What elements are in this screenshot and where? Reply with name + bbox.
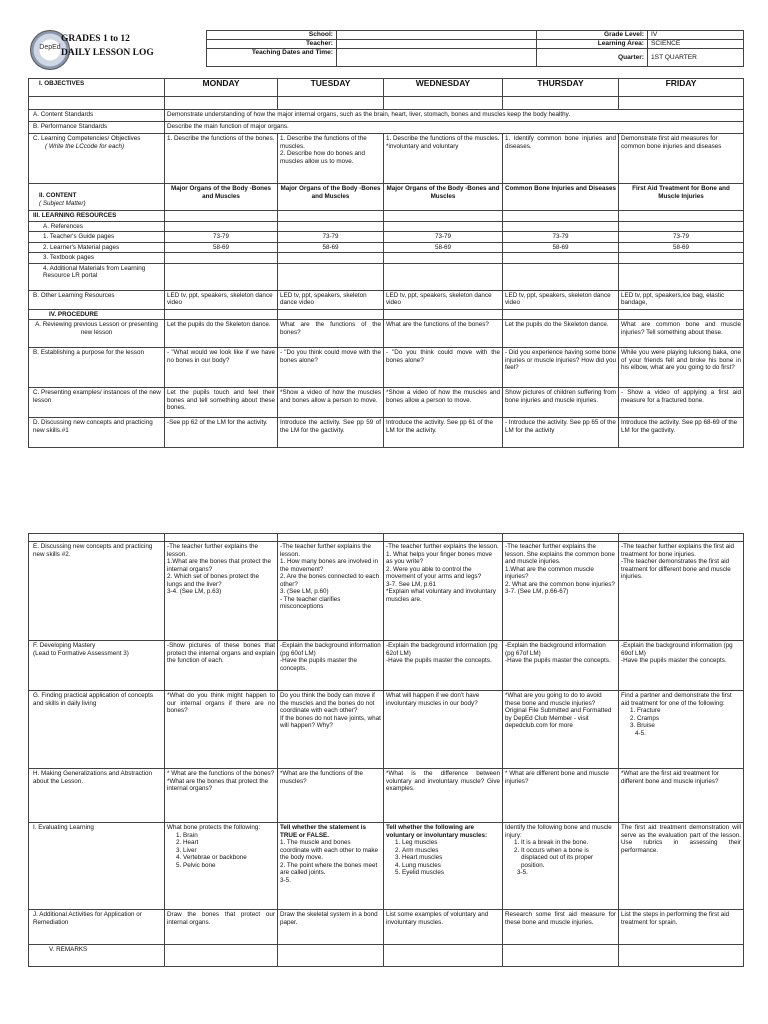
lesson-log-table-2 xyxy=(28,533,744,967)
mastery-wednesday: -Explain the background information (pg 62of LM) -Have the pupils master the concepts. xyxy=(384,641,503,691)
document-title xyxy=(61,32,154,60)
evaluating-thursday: Identify the following bone and muscle injury: 1. It is a break in the bone. 2. It occurs when a bone is displaced out of its proper position. 3-5. xyxy=(503,823,619,910)
competencies-thursday: 1. Identify common bone injuries and diseases. xyxy=(503,134,619,184)
discussing-2-wednesday: -The teacher further explains the lesson. 1. What helps your finger bones move as you write? 2. Were you able to control the movement of your arms and legs? 3-7. See LM, p.61 *Explain what voluntary and involuntary muscles are. xyxy=(384,542,503,641)
discussing-2-thursday: -The teacher further explains the lesson. She explains the common bone and muscle injuries. 1.What are the common muscle injuries? 2. What are the common bone injuries? 3-7. (See LM, p.66-67) xyxy=(503,542,619,641)
page-two xyxy=(0,533,768,1024)
review-monday: Let the pupils do the Skeleton dance. xyxy=(165,320,278,348)
remarks-friday[interactable] xyxy=(619,945,744,967)
practical-tuesday: Do you think the body can move if the muscles and the bones do not coordinate with each other? If the bones do not have joints, what will happen? Why? xyxy=(278,691,384,769)
competencies-wednesday: 1. Describe the functions of the muscles. *involuntary and voluntary xyxy=(384,134,503,184)
content-standards-text: Demonstrate understanding of how the major internal organs, such as the brain, heart, liver, stomach, bones and muscles keep the body healthy. xyxy=(165,110,744,122)
other-resources-tuesday: LED tv, ppt, speakers, skeleton dance video xyxy=(278,290,384,309)
evaluating-friday: The first aid treatment demonstration will serve as the evaluation part of the lesson. Use rubrics in assessing their performance. xyxy=(619,823,744,910)
practical-label: G. Finding practical application of concepts and skills in daily living xyxy=(29,691,165,769)
mastery-label: F. Developing Mastery (Lead to Formative Assessment 3) xyxy=(29,641,165,691)
generalizations-monday: * What are the functions of the bones? *What are the bones that protect the internal organs? xyxy=(165,769,278,823)
remarks-monday[interactable] xyxy=(165,945,278,967)
dates-label: Teaching Dates and Time: xyxy=(207,49,337,67)
purpose-monday: - "What would we look like if we have no bones in our body? xyxy=(165,348,278,388)
examples-monday: Let the pupils touch and feel their bones and tell something about these bones. xyxy=(165,388,278,418)
procedure-heading: IV. PROCEDURE xyxy=(29,309,165,320)
generalizations-wednesday: *What is the difference between voluntary and involuntary muscle? Give examples. xyxy=(384,769,503,823)
blank-cell xyxy=(29,97,165,110)
additional-activities-wednesday: List some examples of voluntary and involuntary muscles. xyxy=(384,910,503,945)
mastery-thursday: -Explain the background information (pg 67of LM) -Have the pupils master the concepts. xyxy=(503,641,619,691)
discussing-1-label: D. Discussing new concepts and practicing new skills.#1 xyxy=(29,418,165,448)
generalizations-tuesday: *What are the functions of the muscles? xyxy=(278,769,384,823)
purpose-friday: While you were playing luksong baka, one of your friends fell and broke his bone in his elbow, what are you going to do first? xyxy=(619,348,744,388)
practical-monday: *What do you think might happen to our internal organs if there are no bones? xyxy=(165,691,278,769)
discussing-1-thursday: - Introduce the activity. See pp 65 of the LM for the activity xyxy=(503,418,619,448)
review-wednesday: What are the functions of the bones? xyxy=(384,320,503,348)
practical-wednesday: What will happen if we don't have involuntary muscles in our body? xyxy=(384,691,503,769)
content-standards-label: A. Content Standards xyxy=(29,110,165,122)
competencies-monday: 1. Describe the functions of the bones. xyxy=(165,134,278,184)
deped-seal-logo: DepEd xyxy=(30,30,70,70)
discussing-2-label: E. Discussing new concepts and practicing new skills #2. xyxy=(29,542,165,641)
remarks-tuesday[interactable] xyxy=(278,945,384,967)
lm-pages-wednesday: 58-69 xyxy=(384,242,503,253)
other-resources-monday: LED tv, ppt, speakers, skeleton dance video xyxy=(165,290,278,309)
lesson-log-table-1 xyxy=(28,78,744,448)
day-header-monday: MONDAY xyxy=(165,79,278,97)
other-resources-thursday: LED tv, ppt, speakers, skeleton dance video xyxy=(503,290,619,309)
additional-activities-thursday: Research some first aid measure for these bone and muscle injuries. xyxy=(503,910,619,945)
title-line-2: DAILY LESSON LOG xyxy=(61,48,154,58)
learning-area-label: Learning Area: xyxy=(537,40,648,49)
additional-activities-monday: Draw the bones that protect our internal organs. xyxy=(165,910,278,945)
mastery-friday: -Explain the background information (pg 69of LM) -Have the pupils master the concepts. xyxy=(619,641,744,691)
competencies-label: C. Learning Competencies/ Objectives ( Write the LCcode for each) xyxy=(29,134,165,184)
references-heading: A. References xyxy=(29,221,165,232)
practical-friday: Find a partner and demonstrate the first aid treatment for one of the following: 1. Fracture 2. Cramps 3. Bruise 4-5. xyxy=(619,691,744,769)
tg-pages-tuesday: 73-79 xyxy=(278,232,384,243)
content-heading: II. CONTENT ( Subject Matter) xyxy=(29,184,165,211)
review-thursday: Let the pupils do the Skeleton dance. xyxy=(503,320,619,348)
tg-pages-monday: 73-79 xyxy=(165,232,278,243)
header-info-table xyxy=(206,30,744,67)
mastery-tuesday: -Explain the background information (pg 60of LM) -Have the pupils master the concepts. xyxy=(278,641,384,691)
other-resources-friday: LED tv, ppt, speakers,ice bag, elastic bandage, xyxy=(619,290,744,309)
reviewing-label: A. Reviewing previous Lesson or presenting new lesson xyxy=(29,320,165,348)
discussing-1-friday: Introduce the activity. See pp 68-69 of the LM for the gactivity. xyxy=(619,418,744,448)
content-wednesday: Major Organs of the Body -Bones and Muscles xyxy=(384,184,503,211)
quarter-field[interactable]: 1ST QUARTER xyxy=(648,49,744,67)
lm-pages-friday: 58-69 xyxy=(619,242,744,253)
tg-pages-thursday: 73-79 xyxy=(503,232,619,243)
competencies-tuesday: 1. Describe the functions of the muscles. 2. Describe how do bones and muscles allow us to move. xyxy=(278,134,384,184)
discussing-1-tuesday: Introduce the activity. See pp 59 of the LM for the gactivity. xyxy=(278,418,384,448)
competencies-friday: Demonstrate first aid measures for common bone injuries and diseases xyxy=(619,134,744,184)
examples-wednesday: *Show a video of how the muscles and bones allow a person to move. xyxy=(384,388,503,418)
page-one xyxy=(0,0,768,470)
remarks-heading: V. REMARKS xyxy=(29,945,165,967)
day-header-wednesday: WEDNESDAY xyxy=(384,79,503,97)
grade-level-field[interactable]: IV xyxy=(648,31,744,40)
header xyxy=(28,28,743,70)
lm-pages-tuesday: 58-69 xyxy=(278,242,384,253)
school-field[interactable] xyxy=(337,31,537,40)
remarks-thursday[interactable] xyxy=(503,945,619,967)
additional-activities-label: J. Additional Activities for Application or Remediation xyxy=(29,910,165,945)
school-label: School: xyxy=(207,31,337,40)
other-resources-label: B. Other Learning Resources xyxy=(29,290,165,309)
purpose-thursday: - Did you experience having some bone injuries or muscle injuries? How did you feel? xyxy=(503,348,619,388)
discussing-2-friday: -The teacher further explains the first aid treatment for bone injuries. -The teacher demonstrates the first aid treatment for different bone and muscle injuries. xyxy=(619,542,744,641)
generalizations-thursday: * What are different bone and muscle injuries? xyxy=(503,769,619,823)
lm-pages-monday: 58-69 xyxy=(165,242,278,253)
learning-area-field[interactable]: SCIENCE xyxy=(648,40,744,49)
learners-material-label: 2. Learner's Material pages xyxy=(29,242,165,253)
discussing-2-monday: -The teacher further explains the lesson. 1.What are the bones that protect the internal organs? 2. Which set of bones protect the lungs and the liver? 3-4. (See LM, p.63) xyxy=(165,542,278,641)
title-line-1: GRADES 1 to 12 xyxy=(61,34,130,44)
teacher-label: Teacher: xyxy=(207,40,337,49)
examples-tuesday: *Show a video of how the muscles and bones allow a person to move. xyxy=(278,388,384,418)
learning-resources-heading: III. LEARNING RESOURCES xyxy=(29,211,165,222)
additional-activities-tuesday: Draw the skeletal system in a bond paper. xyxy=(278,910,384,945)
grade-level-label: Grade Level: xyxy=(537,31,648,40)
examples-label: C. Presenting examples/ instances of the new lesson xyxy=(29,388,165,418)
evaluating-monday: What bone protects the following: 1. Brain 2. Heart 3. Liver 4. Vertebrae or backbone 5. Pelvic bone xyxy=(165,823,278,910)
generalizations-friday: *What are the first aid treatment for different bone and muscle injuries? xyxy=(619,769,744,823)
examples-thursday: Show pictures of children suffering from bone injuries and muscle injuries. xyxy=(503,388,619,418)
content-tuesday: Major Organs of the Body -Bones and Muscles xyxy=(278,184,384,211)
evaluating-tuesday: Tell whether the statement is TRUE or FALSE. 1. The muscle and bones coordinate with each other to make the body move. 2. The point where the bones meet are called joints. 3-5. xyxy=(278,823,384,910)
additional-materials-label: 4. Additional Materials from Learning Resource LR portal xyxy=(29,263,165,290)
purpose-wednesday: - "Do you think could move with the bones alone? xyxy=(384,348,503,388)
objectives-heading: I. OBJECTIVES xyxy=(29,79,165,97)
day-header-thursday: THURSDAY xyxy=(503,79,619,97)
remarks-wednesday[interactable] xyxy=(384,945,503,967)
additional-activities-friday: List the steps in performing the first aid treatment for sprain. xyxy=(619,910,744,945)
generalizations-label: H. Making Generalizations and Abstraction about the Lesson. xyxy=(29,769,165,823)
discussing-1-wednesday: Introduce the activity. See pp 61 of the LM for the activity. xyxy=(384,418,503,448)
quarter-label: Quarter: xyxy=(537,49,648,67)
performance-standards-label: B. Performance Standards xyxy=(29,122,165,134)
textbook-label: 3. Textbook pages xyxy=(29,253,165,264)
evaluating-label: I. Evaluating Learning xyxy=(29,823,165,910)
lm-pages-thursday: 58-69 xyxy=(503,242,619,253)
teachers-guide-label: 1. Teacher's Guide pages xyxy=(29,232,165,243)
discussing-2-tuesday: -The teacher further explains the lesson. 1. How many bones are involved in the movement? 2. Are the bones connected to each other? 3. (See LM, p.60) - The teacher clarifies misconceptions xyxy=(278,542,384,641)
performance-standards-text: Describe the main function of major organs. xyxy=(165,122,744,134)
other-resources-wednesday: LED tv, ppt, speakers, skeleton dance video xyxy=(384,290,503,309)
tg-pages-wednesday: 73-79 xyxy=(384,232,503,243)
blank-cell xyxy=(29,534,165,542)
day-header-friday: FRIDAY xyxy=(619,79,744,97)
tg-pages-friday: 73-79 xyxy=(619,232,744,243)
examples-friday: - Show a video of applying a first aid measure for a fractured bone. xyxy=(619,388,744,418)
dates-field[interactable] xyxy=(337,49,537,67)
purpose-label: B. Establishing a purpose for the lesson xyxy=(29,348,165,388)
content-thursday: Common Bone Injuries and Diseases xyxy=(503,184,619,211)
content-friday: First Aid Treatment for Bone and Muscle Injuries xyxy=(619,184,744,211)
teacher-field[interactable] xyxy=(337,40,537,49)
purpose-tuesday: - "Do you think could move with the bones alone? xyxy=(278,348,384,388)
evaluating-wednesday: Tell whether the following are voluntary or involuntary muscles: 1. Leg muscles 2. Arm muscles 3. Heart muscles 4. Lung muscles 5. Eyelid muscles xyxy=(384,823,503,910)
practical-thursday: *What are you going to do to avoid these bone and muscle injuries? Original File Submitted and Formatted by DepEd Club Member - visit depedclub.com for more xyxy=(503,691,619,769)
review-friday: What are common bone and muscle injuries? Tell something about these. xyxy=(619,320,744,348)
discussing-1-monday: -See pp 62 of the LM for the activity. xyxy=(165,418,278,448)
day-header-tuesday: TUESDAY xyxy=(278,79,384,97)
content-monday: Major Organs of the Body -Bones and Muscles xyxy=(165,184,278,211)
mastery-monday: -Show pictures of these bones that protect the internal organs and explain the function of each. xyxy=(165,641,278,691)
review-tuesday: What are the functions of the bones? xyxy=(278,320,384,348)
